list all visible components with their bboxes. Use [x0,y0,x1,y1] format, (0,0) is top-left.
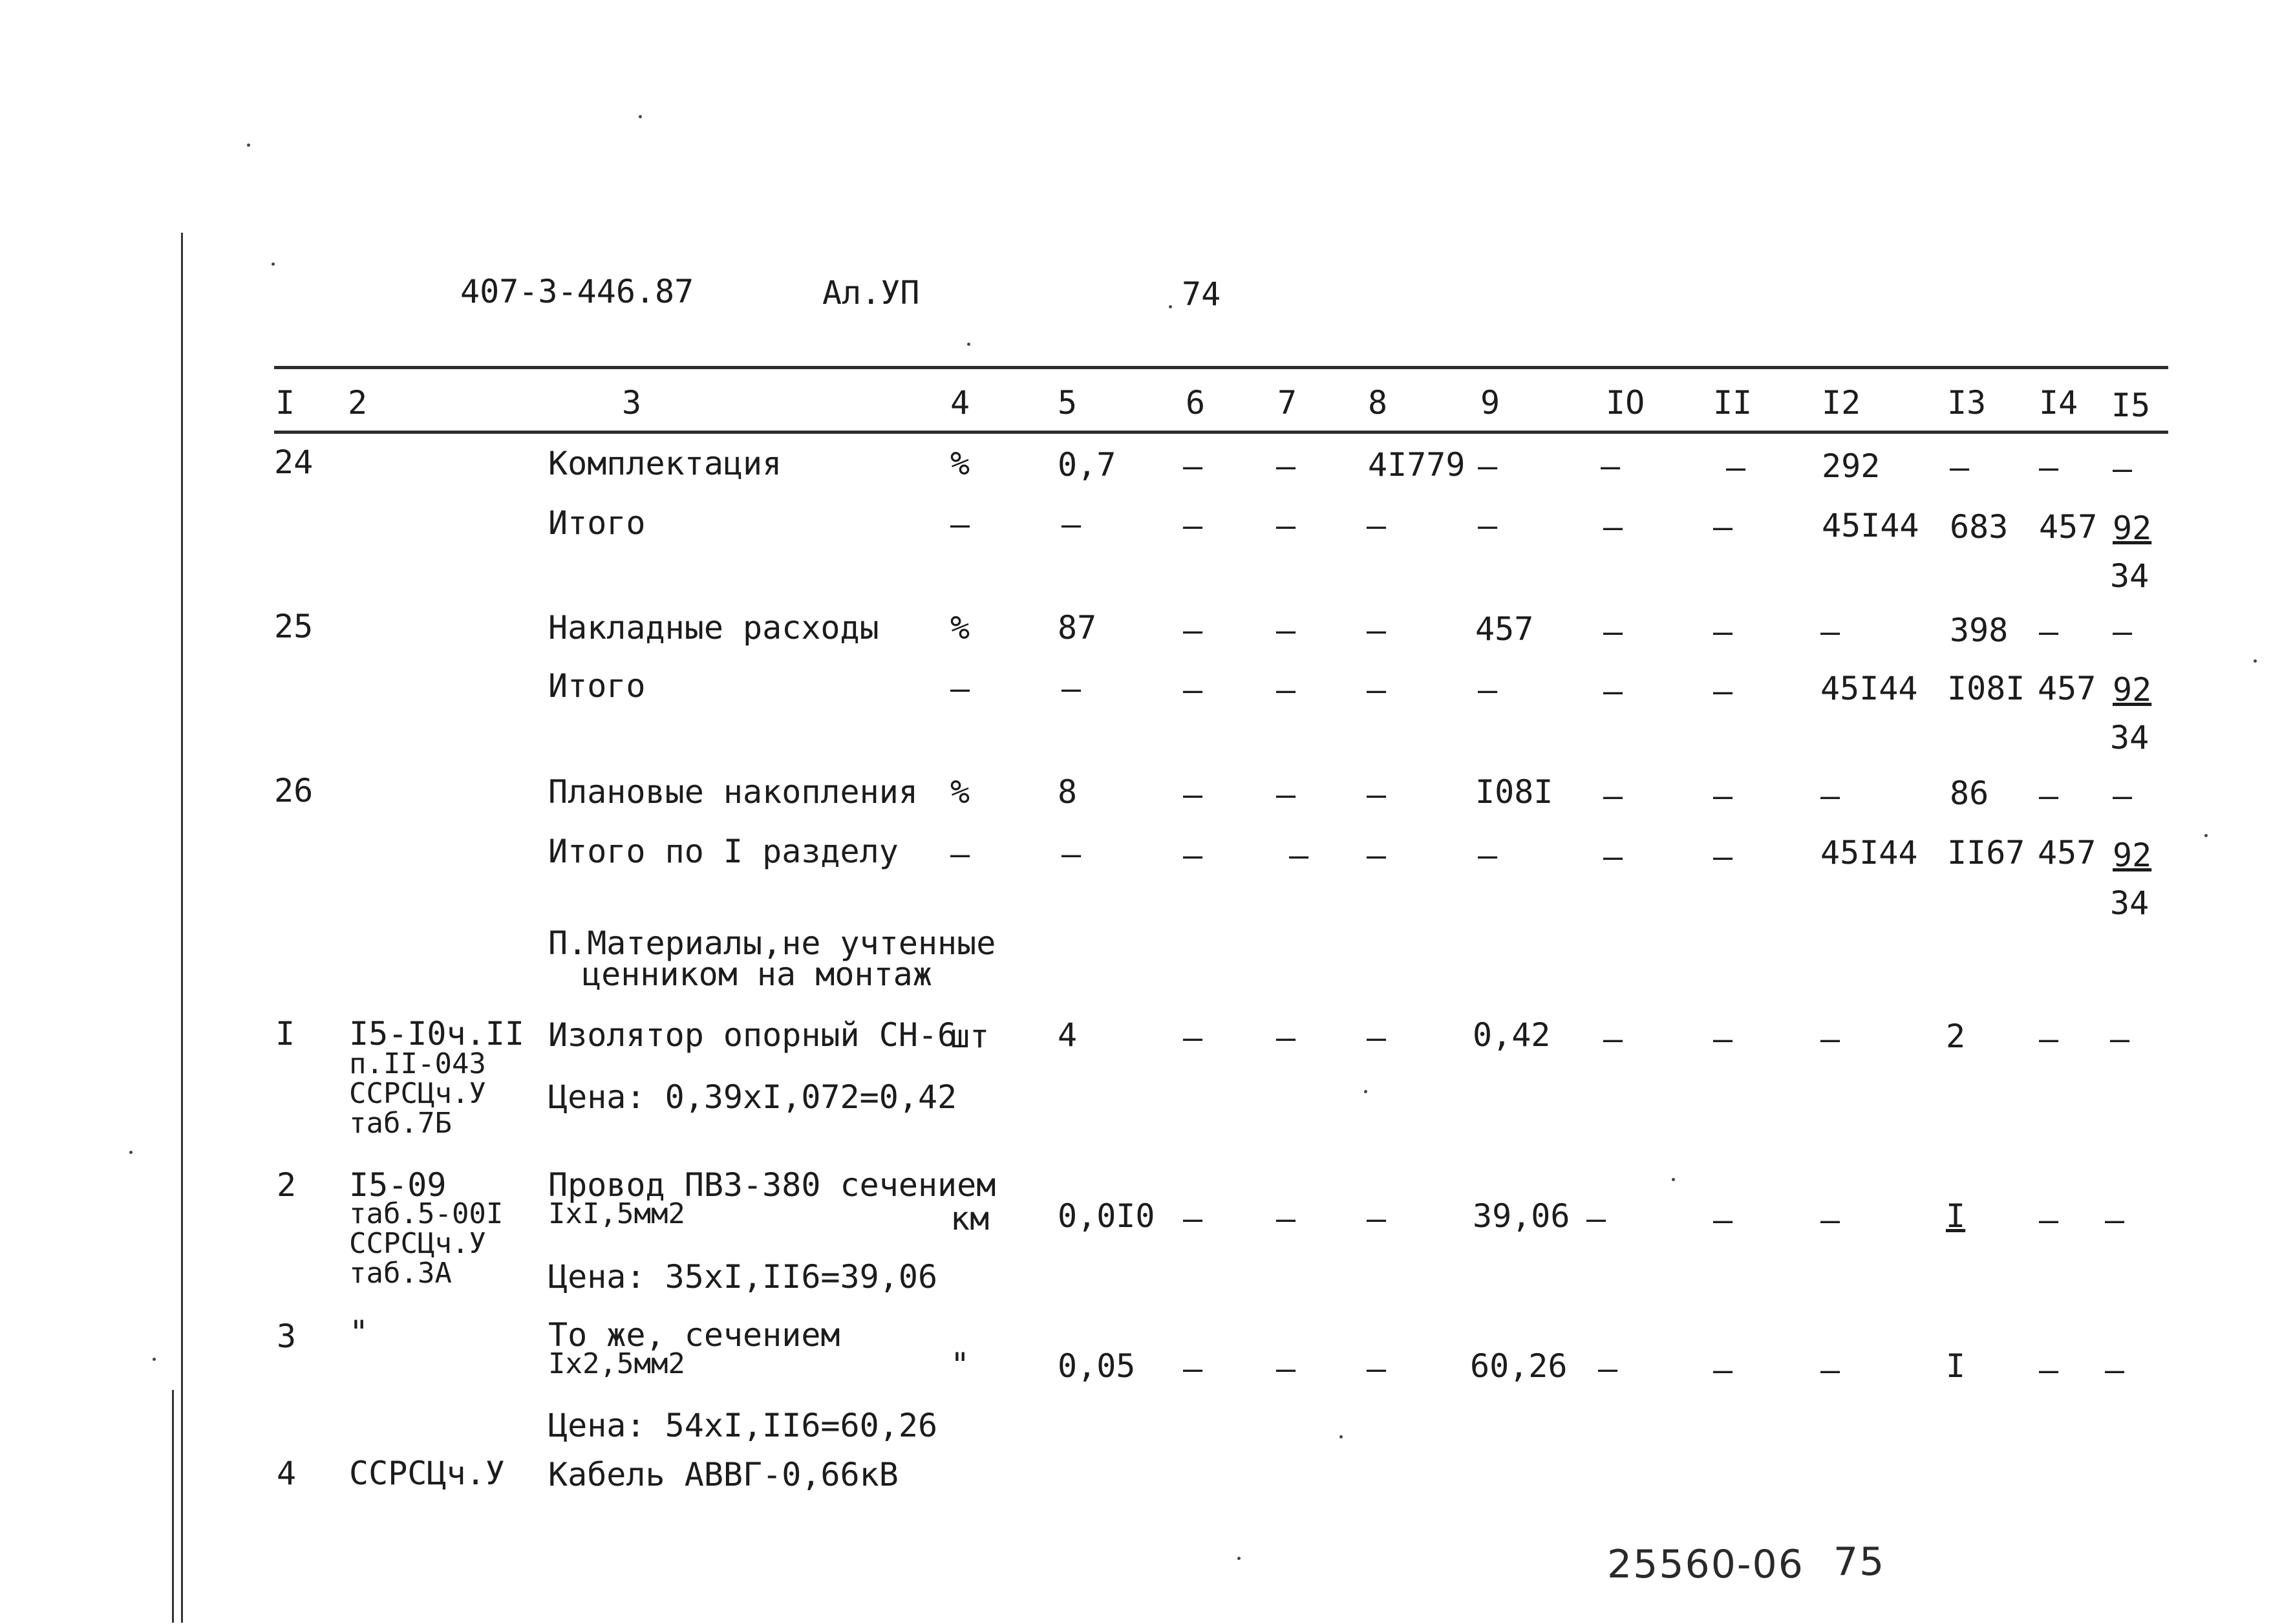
col-11-header: II [1713,384,1753,422]
cell-c11: – [1713,777,1733,815]
price-note: Цена: 35хI,II6=39,06 [548,1258,938,1296]
cell-c15-top: 92 [2113,671,2152,709]
album-label: Ал.УП [822,274,920,312]
cell-c11: – [1713,672,1733,710]
cell-c8: – [1367,507,1387,544]
cell-c15-bottom: 34 [2110,719,2149,756]
col-3-header: 3 [622,384,642,422]
cell-c15-top: 92 [2113,837,2152,874]
cell-c10: – [1598,1350,1618,1387]
cell-c14: 457 [2038,834,2096,871]
row-name: Изолятор опорный СН-6 [548,1016,957,1054]
cell-c6: – [1183,447,1203,485]
cell-c9: – [1478,671,1498,709]
section-heading-line-2: ценником на монтаж [582,956,932,993]
cell-c13: I [1946,1197,1966,1235]
cell-c8: – [1367,1019,1387,1056]
row-unit: шт [950,1018,990,1055]
row-unit: % [950,445,970,482]
cell-c14: – [2039,1201,2059,1239]
binding-edge-line [181,233,183,1623]
cell-c9: 60,26 [1470,1347,1568,1385]
col-2-header: 2 [348,384,368,422]
row-unit: – [950,506,970,543]
cell-c5: 4 [1058,1016,1078,1054]
col-5-header: 5 [1058,384,1078,422]
cell-c14: 457 [2039,508,2098,546]
row-name: Итого [548,504,646,542]
row-number: 3 [277,1318,297,1355]
cell-c10: – [1603,777,1623,815]
cell-c15: – [2113,450,2133,487]
cell-c13: – [1950,449,1970,486]
cell-c6: – [1183,1019,1203,1056]
row-unit: – [950,670,970,707]
cell-c9: – [1478,447,1498,485]
cell-c15: – [2113,777,2133,815]
cell-c7: – [1276,1350,1296,1387]
binding-edge-line-2 [172,1390,174,1623]
row-unit: % [950,773,970,811]
cell-c7: – [1276,1200,1296,1237]
cell-c10: – [1601,447,1621,485]
cell-c12: – [1820,1351,1840,1389]
reference-line-1: ССРСЦч.У [349,1455,505,1492]
cell-c8: – [1367,671,1387,709]
cell-c12: 45I44 [1820,670,1918,707]
reference-line-1: " [349,1314,369,1351]
row-number: 25 [274,608,314,645]
table-top-rule [274,366,2168,369]
row-name-line-1: Провод ПВЗ-380 сечением [548,1166,996,1204]
cell-c15-top: 92 [2113,509,2152,547]
cell-c13: I [1946,1347,1966,1385]
cell-c12: – [1820,1201,1840,1239]
col-10-header: IO [1606,384,1645,422]
cell-c6: – [1183,837,1203,874]
cell-c12: 45I44 [1822,507,1919,544]
cell-c10: – [1586,1200,1606,1237]
scan-speck [1169,305,1172,308]
cell-c9: 0,42 [1473,1016,1551,1054]
cell-c8: – [1367,612,1387,649]
reference-line-1: I5-I0ч.II [349,1015,524,1052]
reference-line-4: таб.7Б [349,1107,452,1140]
reference-line-1: I5-09 [349,1166,447,1204]
col-4-header: 4 [950,384,970,422]
table-header-rule [274,431,2168,434]
row-unit: км [950,1200,990,1237]
cell-c6: – [1183,671,1203,709]
row-name: Комплектация [548,445,782,482]
cell-c15-bottom: 34 [2110,557,2149,595]
cell-c11: – [1713,838,1733,875]
cell-c9: I08I [1475,773,1553,811]
row-name: Накладные расходы [548,609,879,646]
document-code: 407-3-446.87 [460,273,694,310]
cell-c5: – [1061,506,1082,543]
cell-c12: – [1820,613,1840,650]
cell-c5: 0,05 [1058,1347,1136,1385]
cell-c14: – [2039,613,2059,650]
cell-c8: – [1367,776,1387,813]
scan-speck [1672,1178,1675,1181]
cell-c6: – [1183,612,1203,649]
row-name-line-2: IхI,5мм2 [548,1197,685,1230]
scan-speck [247,144,250,147]
cell-c13: 398 [1950,612,2009,649]
scan-speck [639,115,642,118]
reference-line-3: ССРСЦч.У [349,1077,486,1110]
cell-c8: – [1367,1350,1387,1387]
cell-c11: – [1713,508,1733,546]
cell-c10: – [1603,1020,1623,1058]
cell-c14: 457 [2038,670,2096,707]
cell-c13: 2 [1946,1018,1966,1055]
row-unit: % [950,609,970,646]
row-number: I [275,1015,295,1052]
row-number: 4 [277,1455,297,1492]
row-number: 2 [277,1166,297,1204]
cell-c15: – [2105,1201,2125,1239]
row-name: Кабель АВВГ-0,66кВ [548,1456,899,1493]
cell-c7: – [1276,612,1296,649]
cell-c15: – [2105,1351,2125,1389]
cell-c11: – [1713,1020,1733,1058]
cell-c9: 39,06 [1473,1197,1570,1235]
reference-line-2: таб.5-00I [349,1197,504,1230]
row-name: Итого [548,667,646,705]
row-unit: " [950,1346,970,1384]
reference-line-4: таб.3А [349,1257,452,1290]
handwritten-stamp-page: 75 [1833,1539,1886,1585]
scan-speck [129,1151,133,1154]
cell-c15: – [2110,1020,2130,1058]
cell-c15-bottom: 34 [2110,884,2149,922]
col-9-header: 9 [1480,384,1500,422]
cell-c6: – [1183,1350,1203,1387]
cell-c7: – [1289,837,1309,874]
scan-speck [1339,1435,1343,1438]
col-14-header: I4 [2039,384,2078,422]
cell-c12: 45I44 [1820,834,1918,871]
cell-c5: – [1061,670,1082,707]
scan-speck [153,1358,156,1361]
cell-c12: 292 [1822,447,1881,485]
section-heading-line-1: П.Материалы,не учтенные [548,924,996,962]
cell-c11: – [1713,1351,1733,1389]
cell-c5: 8 [1058,773,1078,811]
scan-speck [2254,659,2257,663]
price-note: Цена: 54хI,II6=60,26 [548,1407,938,1444]
cell-c13: 86 [1950,775,1989,812]
cell-c7: – [1276,671,1296,709]
cell-c14: – [2039,1020,2059,1058]
cell-c12: – [1820,777,1840,815]
cell-c10: – [1603,613,1623,650]
cell-c13: II67 [1947,834,2025,871]
handwritten-stamp: 25560-06 [1607,1542,1804,1587]
cell-c5: 0,7 [1058,446,1116,484]
price-note: Цена: 0,39хI,072=0,42 [548,1078,957,1116]
col-1-header: I [275,384,295,422]
cell-c13: I08I [1947,670,2025,707]
cell-c7: – [1276,1019,1296,1056]
cell-c8: – [1367,1200,1387,1237]
scan-speck [1237,1557,1241,1560]
row-unit: – [950,835,970,873]
cell-c14: – [2039,449,2059,486]
cell-c11: – [1726,449,1746,486]
cell-c13: 683 [1950,508,2009,546]
row-number: 26 [274,772,314,809]
cell-c14: – [2039,777,2059,815]
cell-c12: – [1820,1020,1840,1058]
cell-c10: – [1603,672,1623,710]
row-name-line-2: Iх2,5мм2 [548,1347,685,1380]
cell-c9: 457 [1475,610,1534,648]
cell-c7: – [1276,776,1296,813]
cell-c10: – [1603,508,1623,546]
reference-line-2: п.II-043 [349,1047,486,1080]
cell-c8: – [1367,837,1387,874]
col-15-header: I5 [2111,387,2151,424]
row-name: Плановые накопления [548,773,918,811]
cell-c9: – [1478,507,1498,544]
col-7-header: 7 [1277,384,1297,422]
cell-c5: 87 [1058,609,1097,646]
cell-c8: 4I779 [1368,446,1466,484]
cell-c7: – [1276,507,1296,544]
cell-c9: – [1478,837,1498,874]
cell-c14: – [2039,1351,2059,1389]
cell-c11: – [1713,1201,1733,1239]
cell-c15: – [2113,613,2133,650]
cell-c11: – [1713,613,1733,650]
scan-speck [1364,1090,1367,1093]
col-8-header: 8 [1368,384,1388,422]
scan-speck [967,343,970,346]
scan-speck [272,262,275,266]
col-12-header: I2 [1822,384,1861,422]
cell-c7: – [1276,447,1296,485]
row-name-line-1: То же, сечением [548,1316,840,1354]
cell-c6: – [1183,1200,1203,1237]
reference-line-3: ССРСЦч.У [349,1227,486,1260]
scan-speck [2204,834,2208,837]
col-6-header: 6 [1186,384,1206,422]
col-13-header: I3 [1947,384,1987,422]
row-name: Итого по I разделу [548,833,899,870]
row-number: 24 [274,443,314,481]
cell-c5: 0,0I0 [1058,1197,1155,1235]
cell-c6: – [1183,507,1203,544]
cell-c6: – [1183,776,1203,813]
page-number: 74 [1182,275,1221,313]
cell-c10: – [1603,838,1623,875]
cell-c5: – [1061,835,1082,873]
